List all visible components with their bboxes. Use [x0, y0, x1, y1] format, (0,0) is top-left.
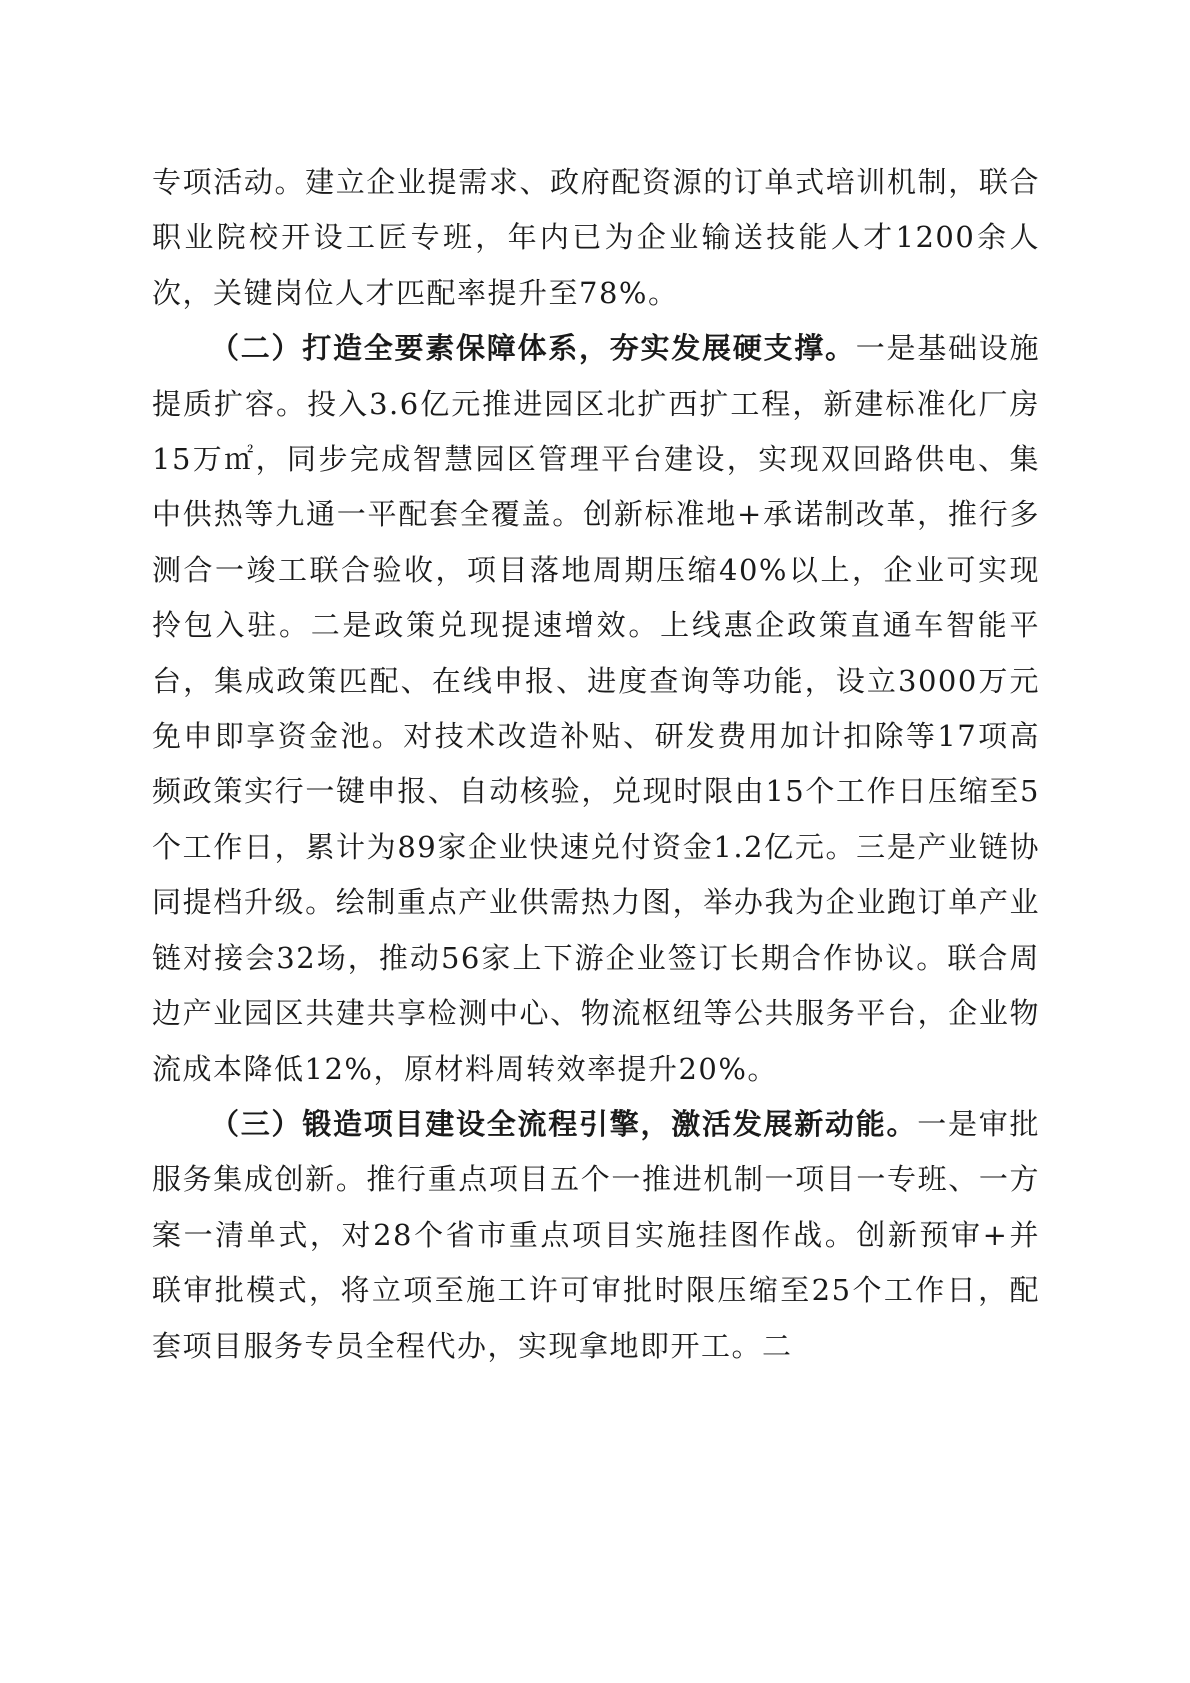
- paragraph-section-3: [152, 1097, 1040, 1374]
- section-3-text: 一是审批服务集成创新。推行重点项目五个一推进机制一项目一专班、一方案一清单式，对28个省市重点项目实施挂图作战。创新预审+并联审批模式，将立项至施工许可审批时限压缩至25个工作日，配套项目服务专员全程代办，实现拿地即开工。二: [152, 1106, 1040, 1363]
- paragraph-1-text: 专项活动。建立企业提需求、政府配资源的订单式培训机制，联合职业院校开设工匠专班，年内已为企业输送技能人才1200余人次，关键岗位人才匹配率提升至78%。: [152, 165, 1040, 310]
- section-2-heading: （二）打造全要素保障体系，夯实发展硬支撑。: [210, 331, 856, 366]
- paragraph-section-2: [152, 321, 1040, 1097]
- paragraph-continuation: [152, 155, 1040, 321]
- section-2-text: 一是基础设施提质扩容。投入3.6亿元推进园区北扩西扩工程，新建标准化厂房15万㎡，同步完成智慧园区管理平台建设，实现双回路供电、集中供热等九通一平配套全覆盖。创新标准地+承诺制改革，推行多测合一竣工联合验收，项目落地周期压缩40%以上，企业可实现拎包入驻。二是政策兑现提速增效。上线惠企政策直通车智能平台，集成政策匹配、在线申报、进度查询等功能，设立3000万元免申即享资金池。对技术改造补贴、研发费用加计扣除等17项高频政策实行一键申报、自动核验，兑现时限由15个工作日压缩至5个工作日，累计为89家企业快速兑付资金1.2亿元。三是产业链协同提档升级。绘制重点产业供需热力图，举办我为企业跑订单产业链对接会32场，推动56家上下游企业签订长期合作协议。联合周边产业园区共建共享检测中心、物流枢纽等公共服务平台，企业物流成本降低12%，原材料周转效率提升20%。: [152, 331, 1040, 1086]
- document-page: [152, 155, 1040, 1374]
- section-3-heading: （三）锻造项目建设全流程引擎，激活发展新动能。: [210, 1106, 918, 1141]
